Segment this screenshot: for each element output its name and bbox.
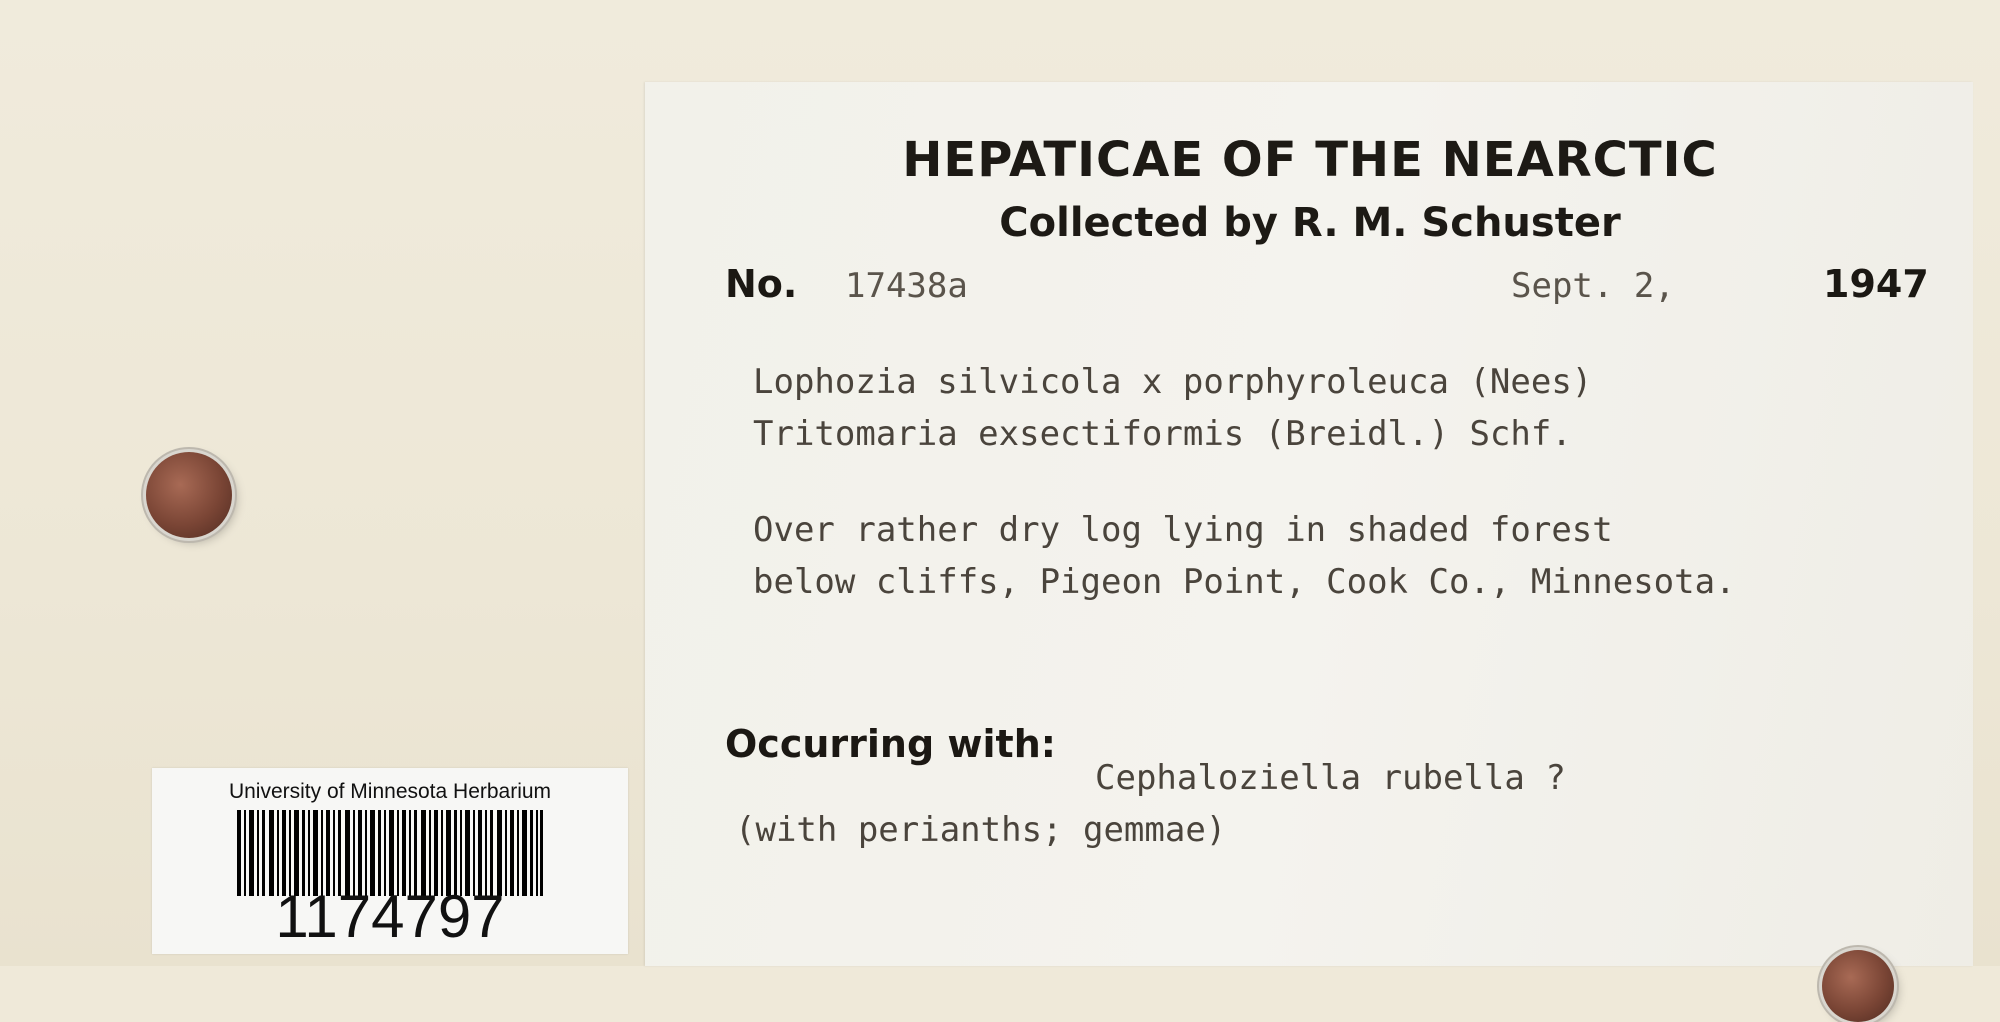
habitat-line-1: Over rather dry log lying in shaded forest [753,510,1613,550]
occurring-with-value: Cephaloziella rubella ? [1095,758,1566,798]
label-title: HEPATICAE OF THE NEARCTIC [902,132,1718,188]
barcode-number: 1174797 [275,883,505,950]
occurring-with-label: Occurring with: [725,722,1056,766]
specimen-label [645,82,1973,966]
collection-date: Sept. 2, [1511,266,1675,306]
number-label: No. [725,262,798,306]
collection-year: 1947 [1823,262,1929,306]
collector-line: Collected by R. M. Schuster [999,200,1621,246]
pin-icon [146,452,232,538]
barcode-label [152,768,628,954]
habitat-line-2: below cliffs, Pigeon Point, Cook Co., Minnesota. [753,562,1736,602]
barcode-institution: University of Minnesota Herbarium [228,780,552,803]
collection-number: 17438a [845,266,968,306]
pin-icon [1822,950,1894,1022]
taxon-line-2: Tritomaria exsectiformis (Breidl.) Schf. [753,414,1572,454]
taxon-line-1: Lophozia silvicola x porphyroleuca (Nees) [753,362,1593,402]
occurring-with-note: (with perianths; gemmae) [735,810,1227,850]
